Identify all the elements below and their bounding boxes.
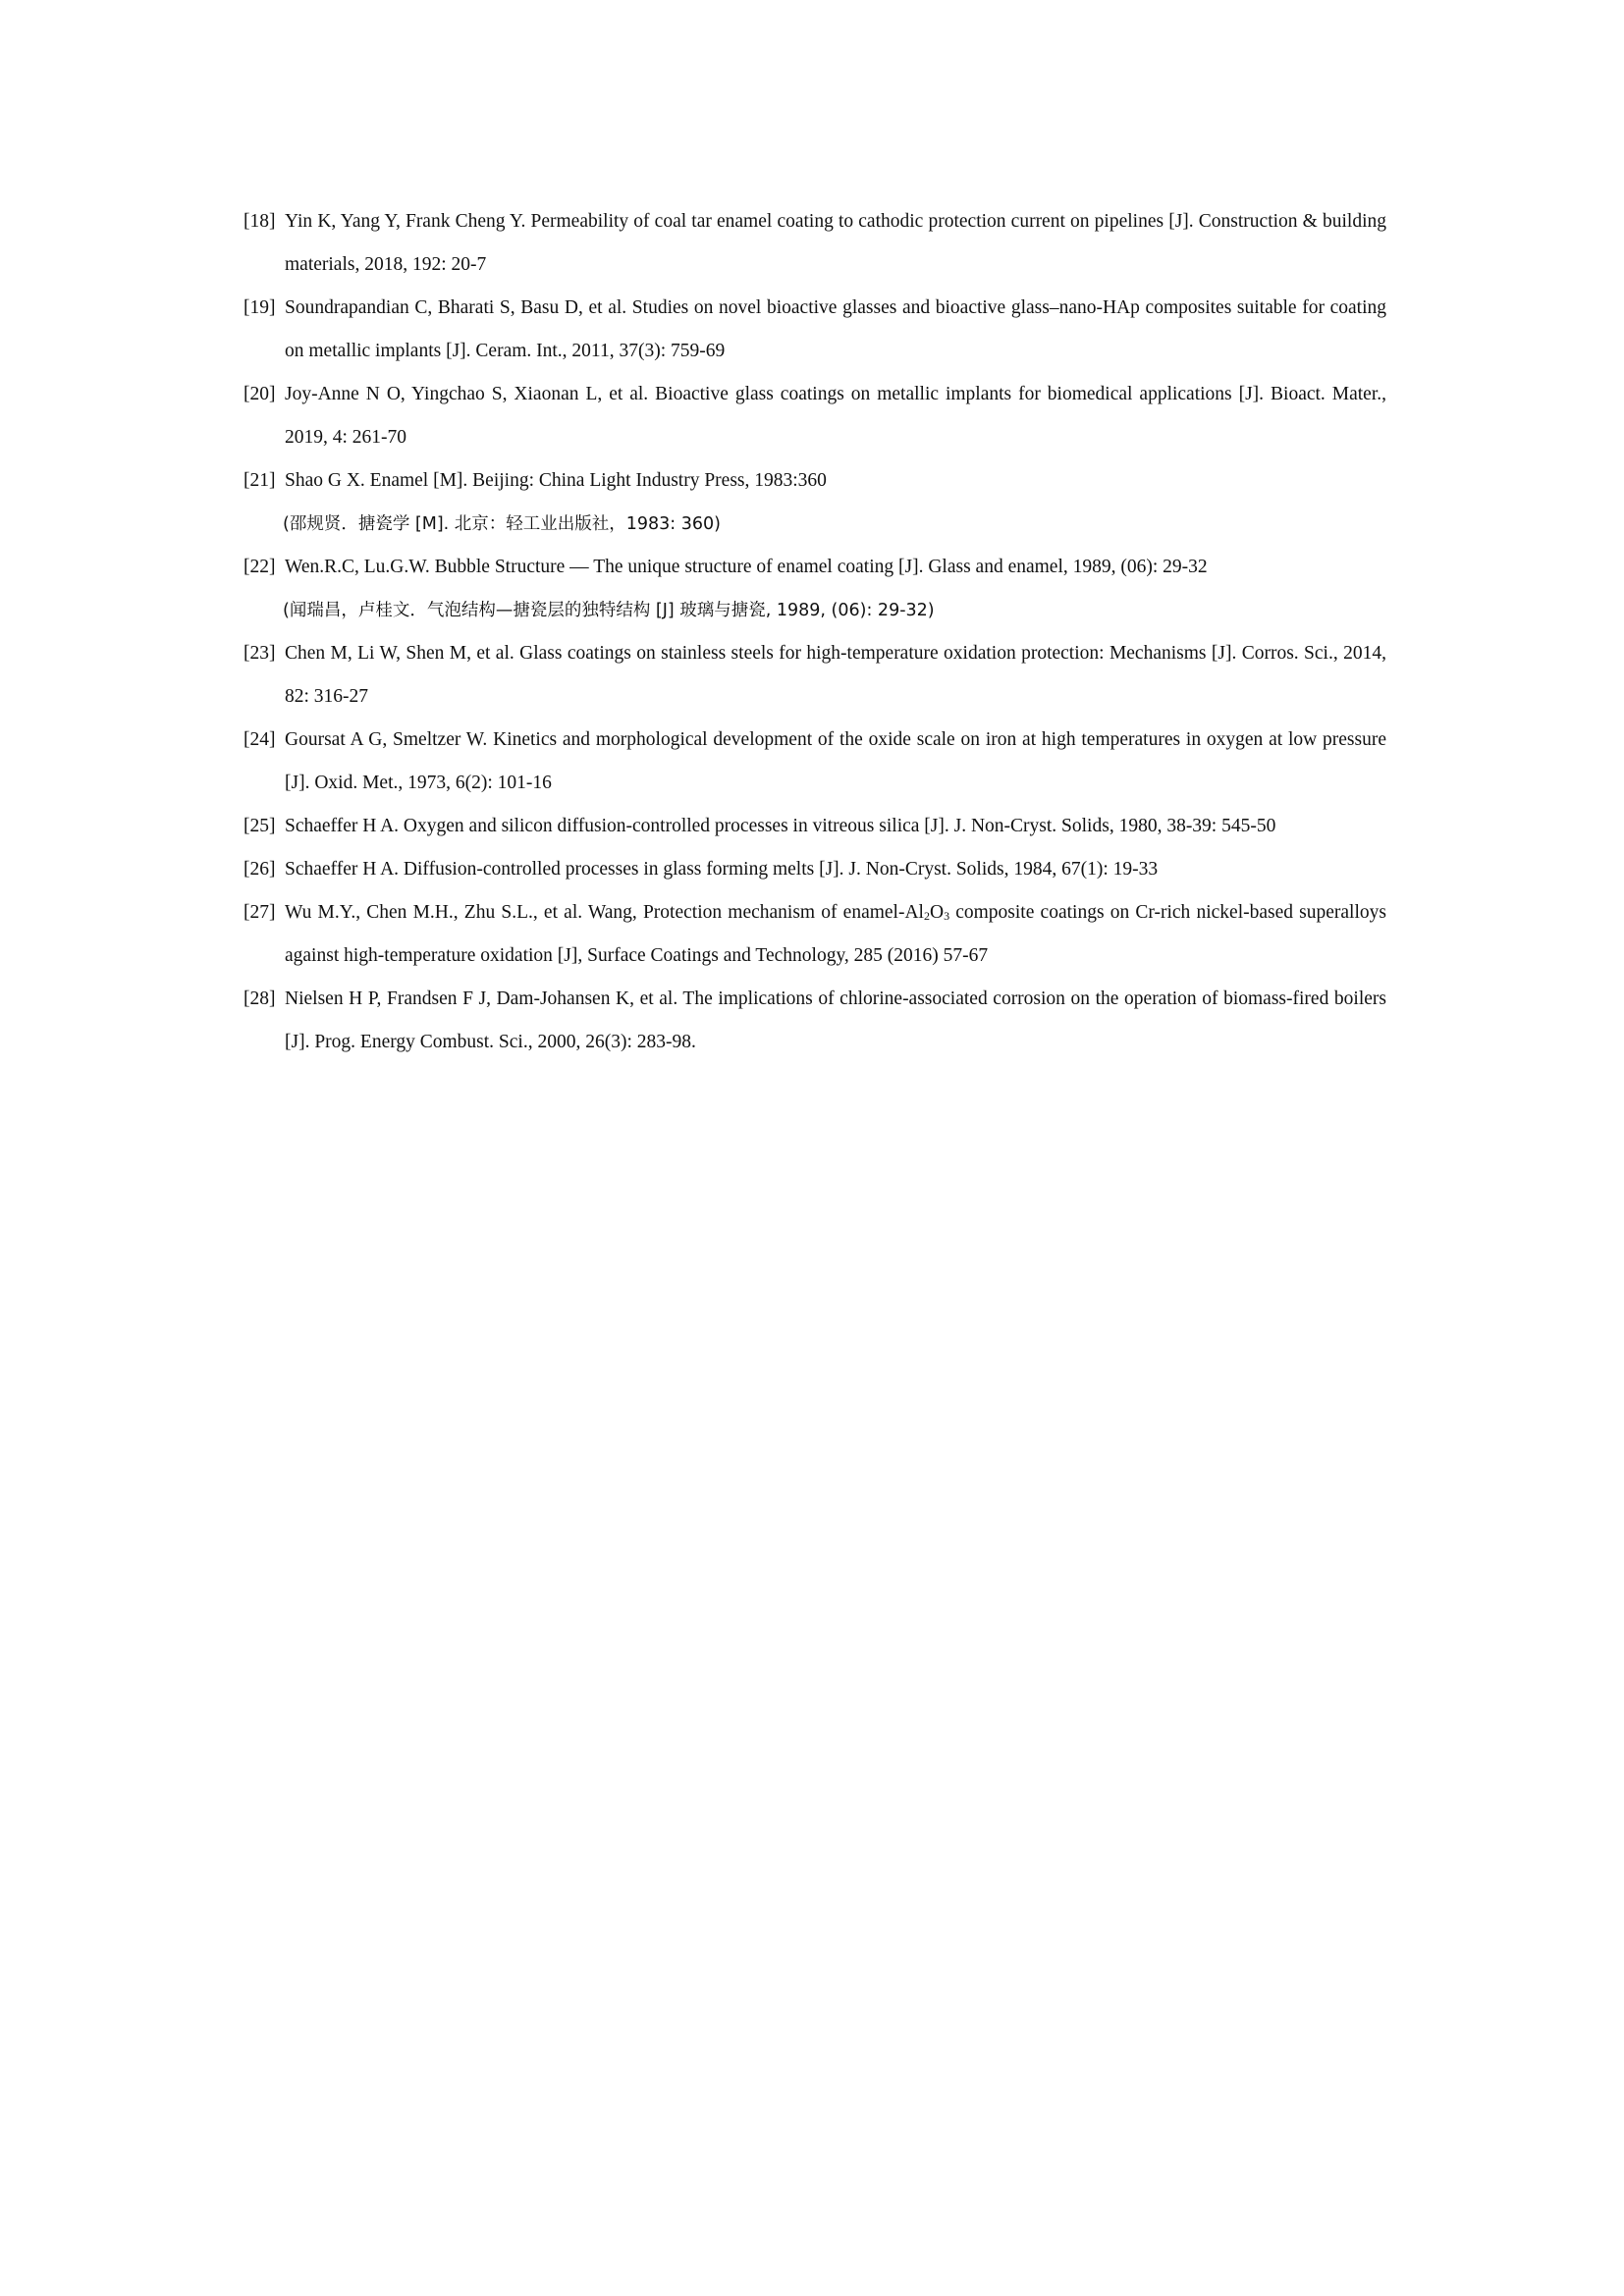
reference-item [244,373,1386,459]
reference-text: Goursat A G, Smeltzer W. Kinetics and morphological development of the oxide scale on iron at high temperatures in oxygen at low pressure [J]. Oxid. Met., 1973, 6(2): 101-16 [285,729,1386,793]
reference-item [244,459,1386,546]
reference-item [244,200,1386,287]
reference-number: [18] [244,211,276,232]
reference-list [244,200,1386,1064]
reference-number: [21] [244,470,276,491]
reference-text-part: composite coatings on Cr-rich nickel-based superalloys against high-temperature oxidation [J], Surface Coatings and Technology, 285 (2016) 57-67 [285,902,1386,966]
reference-number: [25] [244,816,276,836]
reference-item [244,805,1386,848]
reference-text: Soundrapandian C, Bharati S, Basu D, et al. Studies on novel bioactive glasses and bioactive glass–nano-HAp composites suitable for coating on metallic implants [J]. Ceram. Int., 2011, 37(3): 759-69 [285,297,1386,361]
reference-item [244,546,1386,632]
reference-number: [23] [244,643,276,664]
reference-text: Joy-Anne N O, Yingchao S, Xiaonan L, et al. Bioactive glass coatings on metallic implants for biomedical applications [J]. Bioact. Mater., 2019, 4: 261-70 [285,384,1386,448]
reference-number: [26] [244,859,276,880]
reference-text: Nielsen H P, Frandsen F J, Dam-Johansen K, et al. The implications of chlorine-associated corrosion on the operation of biomass-fired boilers [J]. Prog. Energy Combust. Sci., 2000, 26(3): 283-98. [285,988,1386,1052]
subscript: 2 [923,909,930,923]
reference-text: Yin K, Yang Y, Frank Cheng Y. Permeability of coal tar enamel coating to cathodic protection current on pipelines [J]. Construction & building materials, 2018, 192: 20-7 [285,211,1386,275]
reference-number: [28] [244,988,276,1009]
reference-item [244,848,1386,891]
reference-text: Shao G X. Enamel [M]. Beijing: China Light Industry Press, 1983:360 [285,470,827,491]
reference-number: [19] [244,297,276,318]
reference-number: [27] [244,902,276,923]
reference-item [244,978,1386,1064]
reference-number: [20] [244,384,276,404]
reference-text: Chen M, Li W, Shen M, et al. Glass coatings on stainless steels for high-temperature oxidation protection: Mechanisms [J]. Corros. Sci., 2014, 82: 316-27 [285,643,1386,707]
reference-number: [22] [244,557,276,577]
subscript: 3 [944,909,950,923]
reference-number: [24] [244,729,276,750]
reference-chinese-translation: (邵规贤．搪瓷学 [M]. 北京：轻工业出版社，1983: 360) [283,514,721,534]
reference-chinese-translation: (闻瑞昌，卢桂文．气泡结构—搪瓷层的独特结构 [J] 玻璃与搪瓷, 1989, (06): 29-32) [283,601,935,620]
reference-item [244,632,1386,719]
reference-text: Schaeffer H A. Oxygen and silicon diffusion-controlled processes in vitreous silica [J]. J. Non-Cryst. Solids, 1980, 38-39: 545-50 [285,816,1276,836]
reference-text: Schaeffer H A. Diffusion-controlled processes in glass forming melts [J]. J. Non-Cryst. Solids, 1984, 67(1): 19-33 [285,859,1159,880]
reference-text-part: O [929,902,945,923]
reference-item [244,287,1386,373]
reference-text-part: Wu M.Y., Chen M.H., Zhu S.L., et al. Wang, Protection mechanism of enamel-Al [285,902,924,923]
reference-text: Wen.R.C, Lu.G.W. Bubble Structure — The unique structure of enamel coating [J]. Glass and enamel, 1989, (06): 29-32 [285,557,1208,577]
reference-item [244,719,1386,805]
reference-text [285,902,1386,966]
reference-item [244,891,1386,978]
